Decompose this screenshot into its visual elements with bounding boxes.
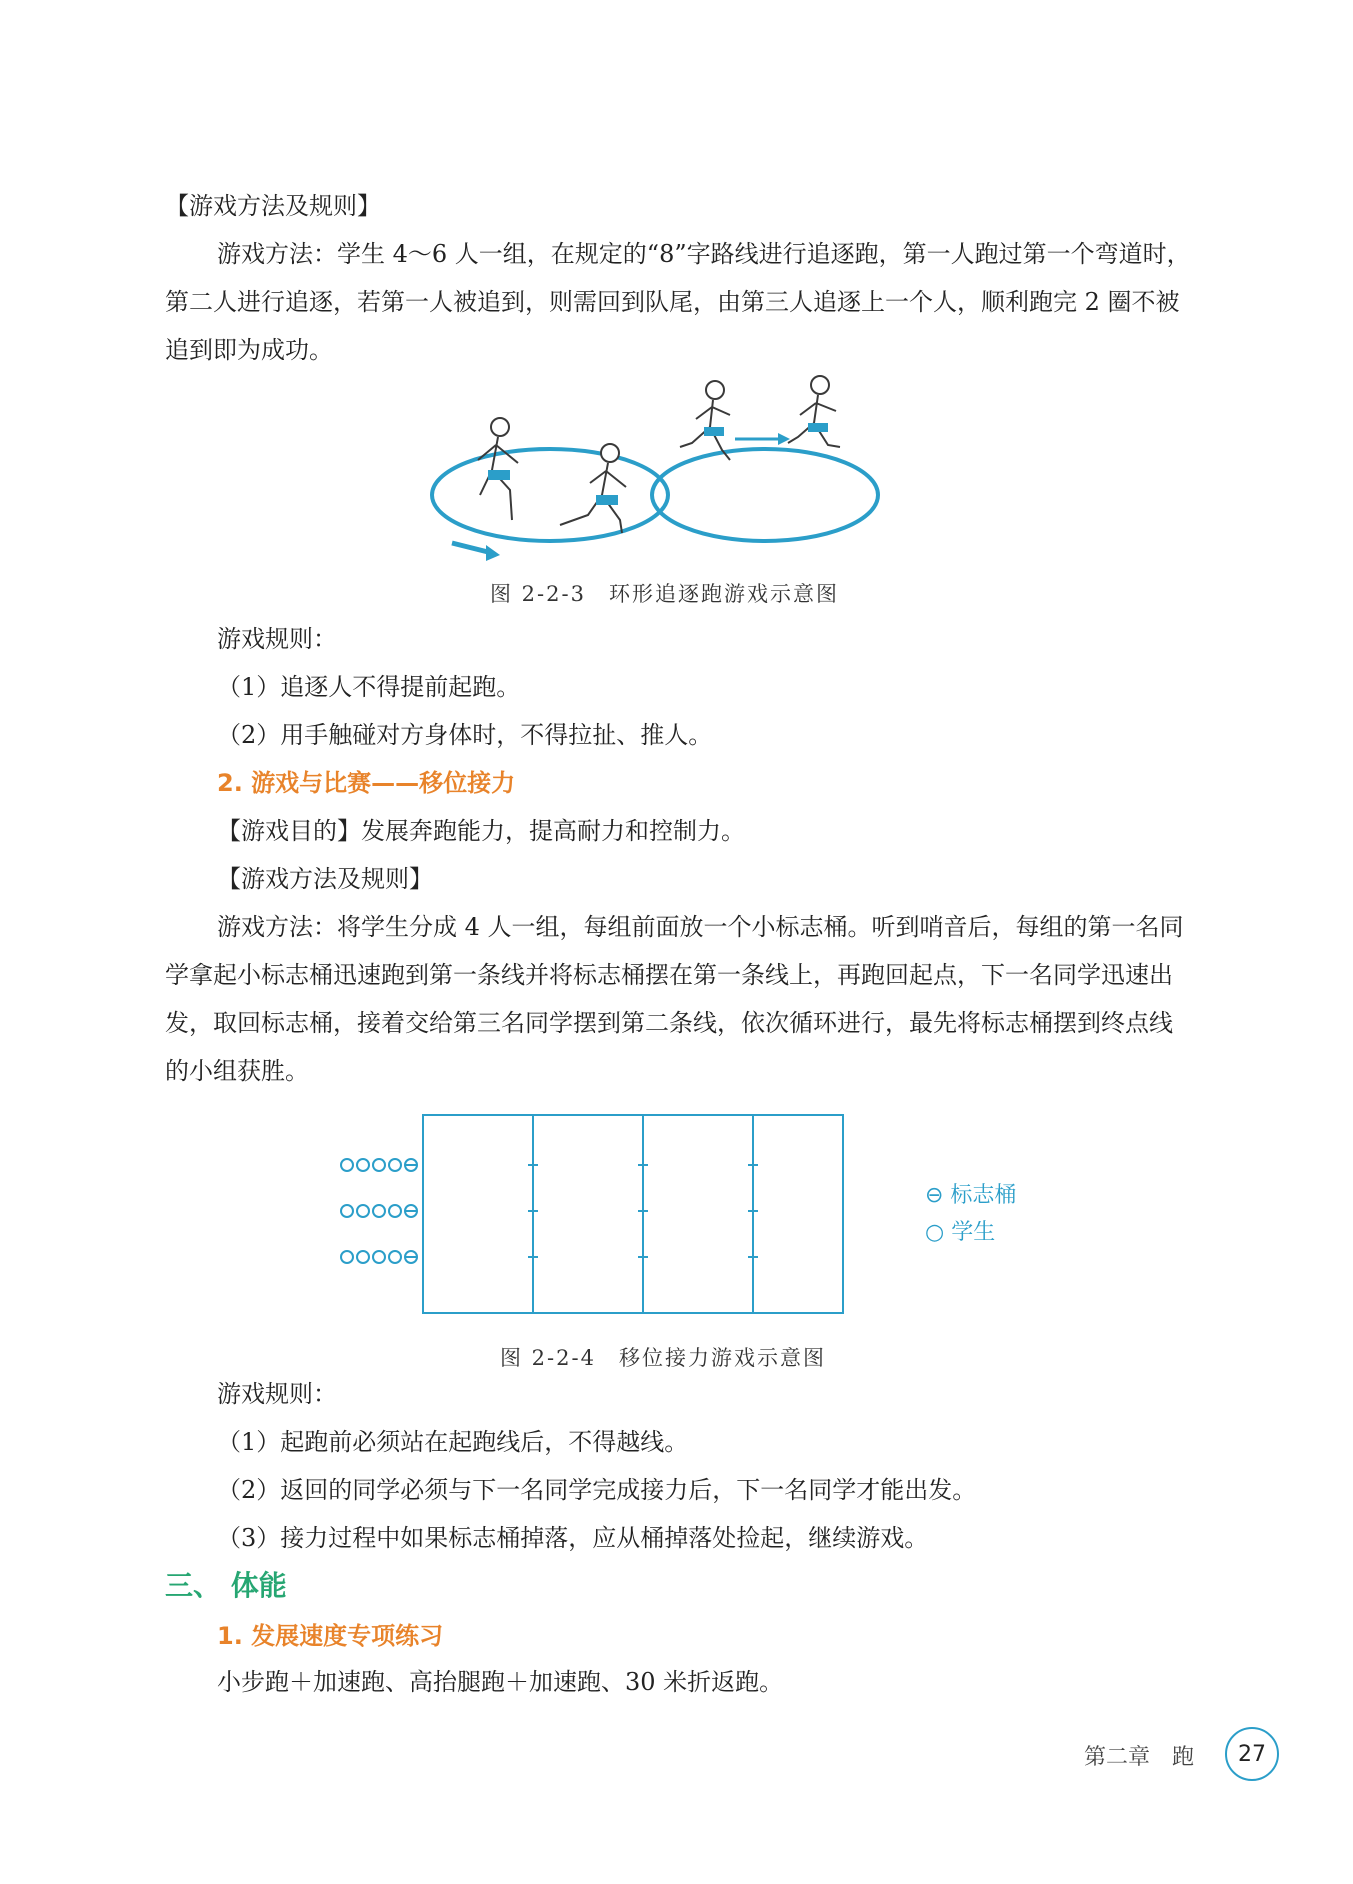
figure-caption-2: 图 2-2-4 移位接力游戏示意图: [500, 1346, 826, 1370]
rule-2-2: （2）返回的同学必须与下一名同学完成接力后，下一名同学才能出发。: [217, 1476, 977, 1504]
figure-caption-1: 图 2-2-3 环形追逐跑游戏示意图: [490, 582, 839, 606]
chapter-label: 第二章 跑: [1084, 1745, 1195, 1770]
section-3-title: 三、 体能: [165, 1569, 287, 1602]
track-loop-left: [432, 449, 668, 541]
legend-student: ○ 学生: [925, 1220, 996, 1245]
rule-2-1: （1）起跑前必须站在起跑线后，不得越线。: [217, 1428, 689, 1456]
legend-cone: ⊖ 标志桶: [925, 1183, 1017, 1208]
page-number: 27: [1225, 1727, 1279, 1781]
rule-1-2: （2）用手触碰对方身体时，不得拉扯、推人。: [217, 721, 713, 749]
runner-2: [560, 444, 626, 533]
runner-3: [680, 381, 730, 460]
student-groups: [341, 1159, 417, 1263]
track-loop-right: [652, 449, 878, 541]
rules-title-1: 游戏规则：: [217, 625, 337, 653]
rule-2-3: （3）接力过程中如果标志桶掉落，应从桶掉落处捡起，继续游戏。: [217, 1524, 929, 1552]
rules-title-2: 游戏规则：: [217, 1380, 337, 1408]
purpose-text: 【游戏目的】发展奔跑能力，提高耐力和控制力。: [217, 817, 745, 845]
method-paragraph-2: 游戏方法：将学生分成 4 人一组，每组前面放一个小标志桶。听到哨音后，每组的第一名同学拿起小标志桶迅速跑到第一条线并将标志桶摆在第一条线上，再跑回起点，下一名同学迅速出发，取回标志桶，接着交给第三名同学摆到第二条线，依次循环进行，最先将标志桶摆到终点线的小组获胜。: [165, 913, 1184, 1085]
method-paragraph-1: 游戏方法：学生 4～6 人一组，在规定的“8”字路线进行追逐跑，第一人跑过第一个弯道时，第二人进行追逐，若第一人被追到，则需回到队尾，由第三人追逐上一个人，顺利跑完 2 圈不被追到即为成功。: [165, 240, 1191, 364]
section-2-title: 2. 游戏与比赛——移位接力: [217, 769, 516, 797]
figure-chase-diagram: [430, 365, 930, 565]
rules-heading-1: 【游戏方法及规则】: [165, 192, 381, 220]
section-3-subtitle: 1. 发展速度专项练习: [217, 1622, 444, 1650]
figure-relay-diagram: [335, 1110, 855, 1320]
section-3-text: 小步跑＋加速跑、高抬腿跑＋加速跑、30 米折返跑。: [217, 1668, 784, 1696]
runner-4: [788, 376, 840, 447]
runner-1: [478, 418, 518, 520]
rule-1-1: （1）追逐人不得提前起跑。: [217, 673, 521, 701]
field-outline: [423, 1115, 843, 1313]
rules-heading-2: 【游戏方法及规则】: [217, 865, 433, 893]
